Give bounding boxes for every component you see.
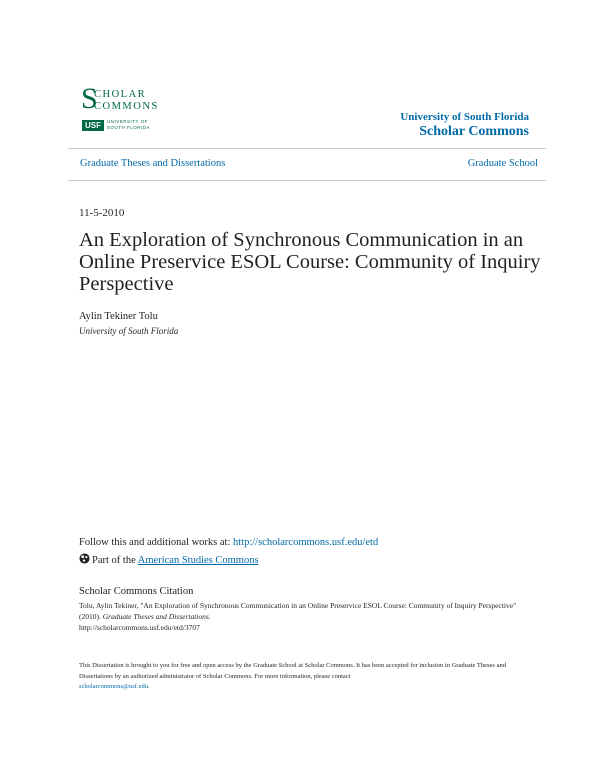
part-of-line bbox=[79, 553, 259, 566]
part-of-prefix: Part of the bbox=[92, 555, 138, 566]
citation-heading: Scholar Commons Citation bbox=[79, 586, 194, 597]
commons-network-icon bbox=[79, 553, 90, 564]
repository-name[interactable]: Scholar Commons bbox=[419, 124, 529, 139]
collection-link[interactable]: Graduate Theses and Dissertations bbox=[80, 158, 226, 169]
notice-end: . bbox=[148, 683, 150, 690]
logo-line-2: COMMONS bbox=[94, 101, 159, 112]
citation-series: Graduate Theses and Dissertations. bbox=[102, 612, 211, 621]
scholar-commons-logo[interactable] bbox=[81, 82, 159, 136]
usf-logo-text bbox=[107, 119, 150, 131]
department-link[interactable]: Graduate School bbox=[467, 158, 538, 169]
logo-big-letter: S bbox=[81, 82, 98, 115]
notice-text: This Dissertation is brought to you for free and open access by the Graduate School at Scholar Commons. It has been accepted for inclusion in Graduate Theses and Dissertations by an authorized administrator of Scholar Commons. For more information, please contact bbox=[79, 662, 506, 680]
american-studies-commons-link[interactable]: American Studies Commons bbox=[137, 555, 259, 566]
citation-url: http://scholarcommons.usf.edu/etd/3707 bbox=[79, 623, 200, 632]
access-notice bbox=[79, 661, 539, 693]
usf-logo-box: USF bbox=[82, 120, 104, 131]
logo-line-1: CHOLAR bbox=[94, 89, 147, 100]
usf-logo-line-2: SOUTH FLORIDA bbox=[107, 125, 151, 130]
follow-url-link[interactable]: http://scholarcommons.usf.edu/etd bbox=[233, 537, 379, 548]
publication-date: 11-5-2010 bbox=[79, 207, 125, 219]
follow-line bbox=[79, 537, 378, 548]
citation-text bbox=[79, 600, 539, 633]
usf-logo-line-1: UNIVERSITY OF bbox=[107, 119, 148, 124]
contact-email-link[interactable]: scholarcommons@usf.edu bbox=[79, 683, 148, 690]
collection-nav-bar bbox=[68, 148, 546, 181]
citation-body: Tolu, Aylin Tekiner, "An Exploration of Synchronous Communication in an Online Preservice ESOL Course: Community of Inquiry Perspective" (2010). bbox=[79, 601, 517, 621]
university-name[interactable]: University of South Florida bbox=[400, 111, 529, 123]
author-name: Aylin Tekiner Tolu bbox=[79, 311, 158, 322]
author-affiliation: University of South Florida bbox=[79, 326, 179, 336]
repository-heading[interactable] bbox=[400, 111, 529, 140]
document-title: An Exploration of Synchronous Communication in an Online Preservice ESOL Course: Community of Inquiry Perspective bbox=[79, 229, 541, 295]
follow-prefix: Follow this and additional works at: bbox=[79, 537, 233, 548]
